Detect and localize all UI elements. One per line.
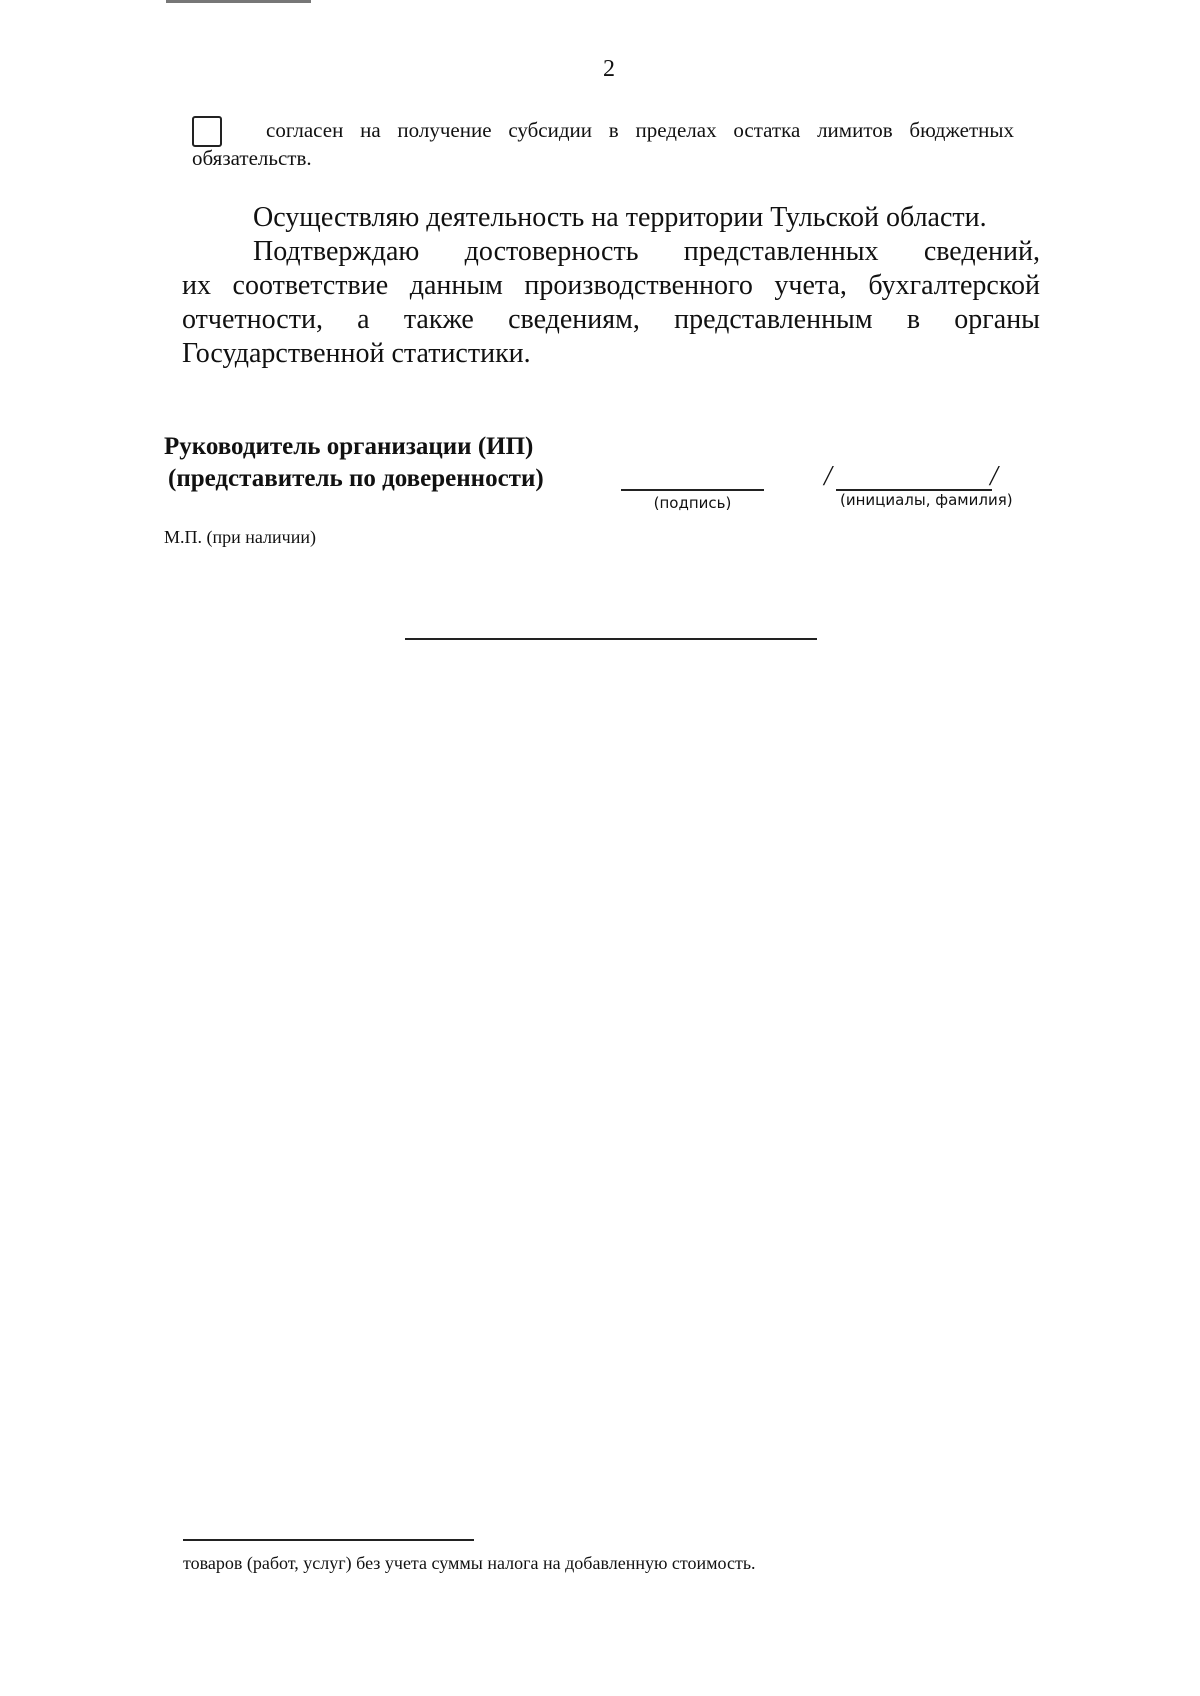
- scan-edge-mark: [166, 0, 311, 3]
- name-slash-left: /: [824, 461, 832, 492]
- body-line-2: Подтверждаю достоверность представленных сведений,: [253, 236, 1040, 267]
- signatory-heading-line-1: Руководитель организации (ИП): [164, 433, 534, 460]
- page-number: 2: [603, 56, 615, 82]
- end-rule: [405, 638, 817, 640]
- consent-text-line-2: обязательств.: [192, 146, 312, 170]
- name-slash-right: /: [990, 461, 998, 492]
- body-line-4: отчетности, а также сведениям, представленным в органы: [182, 304, 1040, 335]
- body-line-3: их соответствие данным производственного учета, бухгалтерской: [182, 270, 1040, 301]
- signature-line: [621, 489, 764, 491]
- consent-text-line-1: согласен на получение субсидии в пределах остатка лимитов бюджетных: [266, 118, 1014, 142]
- signatory-heading-line-2: (представитель по доверенности): [168, 465, 544, 492]
- consent-checkbox[interactable]: [192, 116, 222, 147]
- footnote-rule: [183, 1539, 474, 1541]
- stamp-note: М.П. (при наличии): [164, 527, 316, 547]
- body-line-5: Государственной статистики.: [182, 338, 531, 369]
- signature-caption: (подпись): [653, 494, 732, 512]
- footnote-text: товаров (работ, услуг) без учета суммы налога на добавленную стоимость.: [183, 1553, 756, 1573]
- body-line-1: Осуществляю деятельность на территории Тульской области.: [253, 202, 987, 233]
- name-caption: (инициалы, фамилия): [840, 491, 1013, 509]
